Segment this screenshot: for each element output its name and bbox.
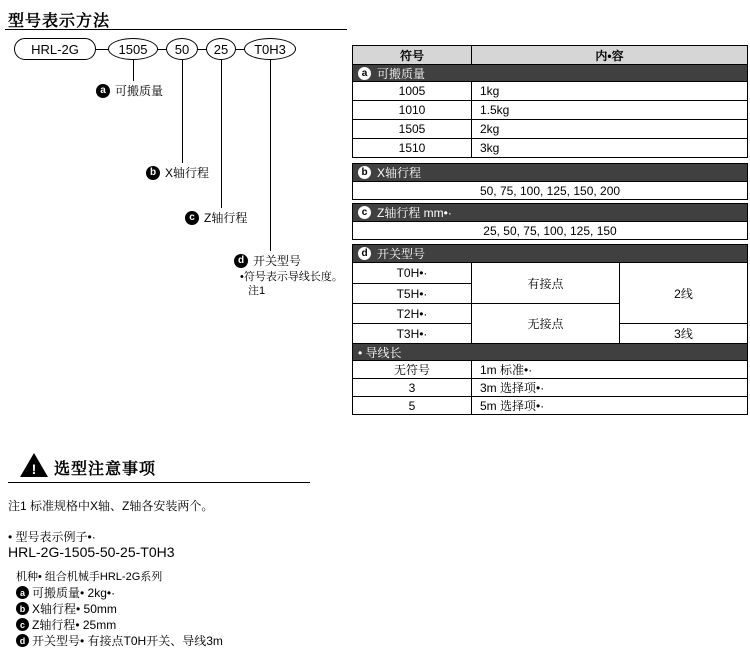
payload-value: 3kg [471,139,747,157]
circle-d-icon: d [234,254,248,268]
connector-dash [198,49,206,50]
example-item-switch [16,632,223,649]
section-header-switch [353,245,747,262]
callout-payload-label: 可搬质量 [115,84,164,98]
callout-x-stroke-label: X轴行程 [165,166,210,180]
callout-z-stroke-label: Z轴行程 [204,211,248,225]
example-machine-line: 机种• 组合机械手HRL-2G系列 [16,571,163,583]
switch-model: T3H•· [353,323,471,343]
circle-d-icon: d [358,247,371,260]
payload-value: 1.5kg [471,101,747,119]
section-title-x-stroke: X轴行程 [377,166,422,180]
payload-symbol: 1005 [398,84,426,98]
callout-switch-note: •符号表示导线长度。 [240,271,343,283]
z-stroke-values: 25, 50, 75, 100, 125, 150 [353,221,747,239]
table-row [353,81,747,100]
callout-x-stroke [146,164,209,181]
example-item-switch-text: 开关型号• 有接点T0H开关、导线3m [32,634,223,648]
section-title-z-stroke: Z轴行程 mm•· [377,206,452,220]
callout-line-z-stroke [221,60,222,208]
payload-symbol: 1505 [398,122,426,136]
circle-c-icon: c [16,618,29,631]
column-header-content: 内•容 [471,46,747,64]
circle-b-icon: b [16,602,29,615]
table-row [353,378,747,396]
notes-heading: 选型注意事项 [54,461,157,478]
spec-table-x-stroke [352,163,748,200]
callout-z-stroke [185,209,247,226]
example-item-payload [16,584,115,601]
circle-a-icon: a [16,586,29,599]
title-underline [5,29,347,30]
column-header-symbol: 符号 [399,48,424,63]
note-1-text: 注1 标准规格中X轴、Z轴各安装两个。 [8,499,214,513]
model-segment-payload: 1505 [108,38,158,60]
callout-payload [96,82,163,99]
example-item-z-stroke-text: Z轴行程• 25mm [32,618,117,632]
payload-value: 2kg [471,120,747,138]
circle-d-icon: d [16,634,29,647]
lead-symbol: 3 [408,380,416,395]
switch-wire-3: 3线 [619,323,747,343]
model-segment-z-stroke: 25 [206,38,236,60]
section-header-payload [353,64,747,81]
spec-table-switch [352,244,748,415]
spec-table-z-stroke [352,203,748,240]
circle-a-icon: a [358,67,371,80]
example-item-z-stroke [16,616,116,633]
spec-table-payload [352,45,748,158]
callout-line-switch [270,60,271,251]
lead-value: 1m 标准•· [471,361,747,378]
model-segment-switch: T0H3 [244,38,296,60]
example-model-number: HRL-2G-1505-50-25-T0H3 [8,544,175,560]
callout-switch-label: 开关型号 [253,254,302,268]
switch-model: T0H•· [396,266,428,280]
connector-dash [96,49,108,50]
payload-symbol: 1010 [398,103,426,117]
switch-table-body [353,262,747,343]
callout-line-x-stroke [182,60,183,163]
example-item-payload-text: 可搬质量• 2kg•· [32,586,116,600]
model-base-chip: HRL-2G [14,38,96,60]
example-item-x-stroke-text: X轴行程• 50mm [32,602,117,616]
table-row [353,360,747,378]
x-stroke-values: 50, 75, 100, 125, 150, 200 [353,181,747,199]
example-label: • 型号表示例子•· [8,530,96,544]
table-row [353,396,747,414]
switch-model: T5H•· [353,283,471,303]
circle-b-icon: b [358,166,371,179]
circle-c-icon: c [358,206,371,219]
page-title: 型号表示方法 [8,13,111,30]
section-title-payload: 可搬质量 [377,66,426,81]
connector-dash [236,49,244,50]
warning-exclamation-glyph: ! [31,461,37,477]
switch-contact-type: 有接点 [471,263,619,303]
warning-icon [20,453,48,477]
section-title-lead-length: • 导线长 [358,345,402,360]
switch-model: T2H•· [353,303,471,323]
circle-a-icon: a [96,84,110,98]
section-header-x-stroke [353,164,747,181]
circle-b-icon: b [146,166,160,180]
connector-dash [158,49,166,50]
notes-underline [8,482,310,483]
lead-value: 5m 选择项•· [471,397,747,414]
callout-switch-note-ref: 注1 [248,285,266,297]
table-row [353,100,747,119]
model-segment-x-stroke: 50 [166,38,198,60]
section-header-lead-length [353,343,747,360]
lead-value: 3m 选择项•· [471,379,747,396]
payload-value: 1kg [471,82,747,100]
table-header-row [353,46,747,64]
section-title-switch: 开关型号 [377,247,426,261]
callout-switch [234,252,301,269]
switch-wire-2: 2线 [619,263,747,323]
callout-line-payload [133,60,134,81]
example-item-x-stroke [16,600,117,617]
lead-symbol: 无符号 [393,363,430,377]
switch-contactless-type: 无接点 [471,303,619,343]
payload-symbol: 1510 [398,141,426,155]
table-row [353,138,747,157]
table-row [353,119,747,138]
section-header-z-stroke [353,204,747,221]
circle-c-icon: c [185,211,199,225]
lead-symbol: 5 [408,398,416,413]
